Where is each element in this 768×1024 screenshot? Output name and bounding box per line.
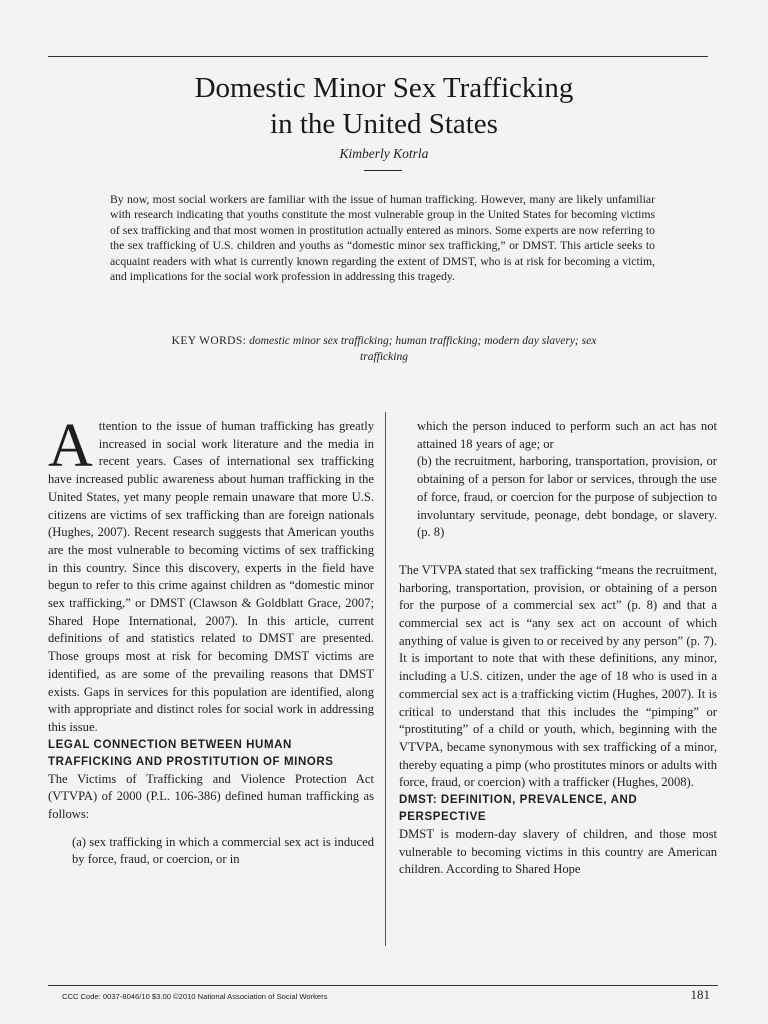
copyright-footer: CCC Code: 0037-8046/10 $3.00 ©2010 National Association of Social Workers (62, 992, 328, 1001)
vtvpa-paragraph: The VTVPA stated that sex trafficking “means the recruitment, harboring, transportation, provision, or obtaining of a person for the purpose of a commercial sex act” (p. 8) and that a commercial sex act is “any sex act on account of which anything of value is given to or received by any person” (p. 7). It is important to note that with these definitions, any minor, including a U.S. citizen, under the age of 18 who is used in a commercial sex act is a trafficking victim (Hughes, 2007). It is critical to understand that this includes the “pimping” or “prostituting” of a child or youth, which, beginning with the VTVPA, became synonymous with sex trafficking of a minor, thereby equating a pimp (who prostitutes minors or adults with force, fraud, or coercion) with a trafficker (Hughes, 2008). (399, 562, 717, 790)
top-rule (48, 56, 708, 57)
keywords-terms: domestic minor sex trafficking; human trafficking; modern day slavery; sex trafficking (249, 335, 597, 363)
drop-cap: A (48, 412, 93, 480)
section-heading-dmst: DMST: DEFINITION, PREVALENCE, AND PERSPECTIVE (399, 794, 638, 824)
legal-paragraph: The Victims of Trafficking and Violence Protection Act (VTVPA) of 2000 (P.L. 106-386) defined human trafficking as follows: (48, 771, 374, 822)
title-line-1: Domestic Minor Sex Trafficking (194, 72, 574, 104)
column-divider (385, 412, 386, 946)
footer-rule (48, 985, 718, 986)
author-name: Kimberly Kotrla (339, 146, 429, 161)
article-title (0, 70, 768, 142)
page-number: 181 (690, 987, 710, 1002)
quote-item-a-continued: which the person induced to perform such an act has not attained 18 years of age; or (417, 419, 717, 451)
section-heading-legal: LEGAL CONNECTION BETWEEN HUMAN TRAFFICKING AND PROSTITUTION OF MINORS (48, 738, 334, 768)
intro-paragraph (48, 412, 374, 737)
keywords (150, 333, 618, 365)
title-line-2: in the United States (270, 108, 498, 140)
abstract: By now, most social workers are familiar with the issue of human trafficking. However, many are likely unfamiliar with research indicating that youths constitute the most vulnerable group in the United States for becoming victims of sex trafficking and that most women in prostitution actually entered as minors. Some experts are now referring to the sex trafficking of U.S. children and youths as “domestic minor sex trafficking,” or DMST. This article seeks to acquaint readers with what is currently known regarding the extent of DMST, who is at risk for becoming a victim, and implications for the social work profession in addressing this tragedy. (110, 193, 655, 284)
quote-item-b: (b) the recruitment, harboring, transportation, provision, or obtaining of a person for labor or services, through the use of force, fraud, or coercion for the purpose of subjection to involuntary servitude, peonage, debt bondage, or slavery. (p. 8) (417, 454, 717, 540)
quote-item-a: (a) sex trafficking in which a commercial sex act is induced by force, fraud, or coercion, or in (72, 834, 374, 867)
left-column (48, 412, 374, 869)
intro-text: ttention to the issue of human trafficking has greatly increased in social work literature and the media in recent years. Cases of international sex trafficking have increased public awareness about human trafficking in the United States, yet many people remain unaware that more U.S. citizens are victims of sex trafficking than are foreign nationals (Hughes, 2007). Recent research suggests that American youths are the most vulnerable to becoming victims of sex trafficking in this country. Since this discovery, experts in the field have begun to refer to this crime against children as “domestic minor sex trafficking,” or DMST (Clawson & Goldblatt Grace, 2007; Shared Hope International, 2007). In this article, current definitions of and statistics related to DMST are presented. Those groups most at risk for becoming DMST victims are identified, as are some of the prevailing reasons that DMST exists. Gaps in services for this population are identified, along with appropriate and distinct roles for social work in addressing this issue. (48, 419, 374, 734)
right-column (399, 418, 717, 879)
author-divider (364, 170, 402, 171)
dmst-paragraph: DMST is modern-day slavery of children, and those most vulnerable to becoming victims in this country are American children. According to Shared Hope (399, 827, 717, 877)
keywords-label: KEY WORDS: (171, 335, 247, 347)
